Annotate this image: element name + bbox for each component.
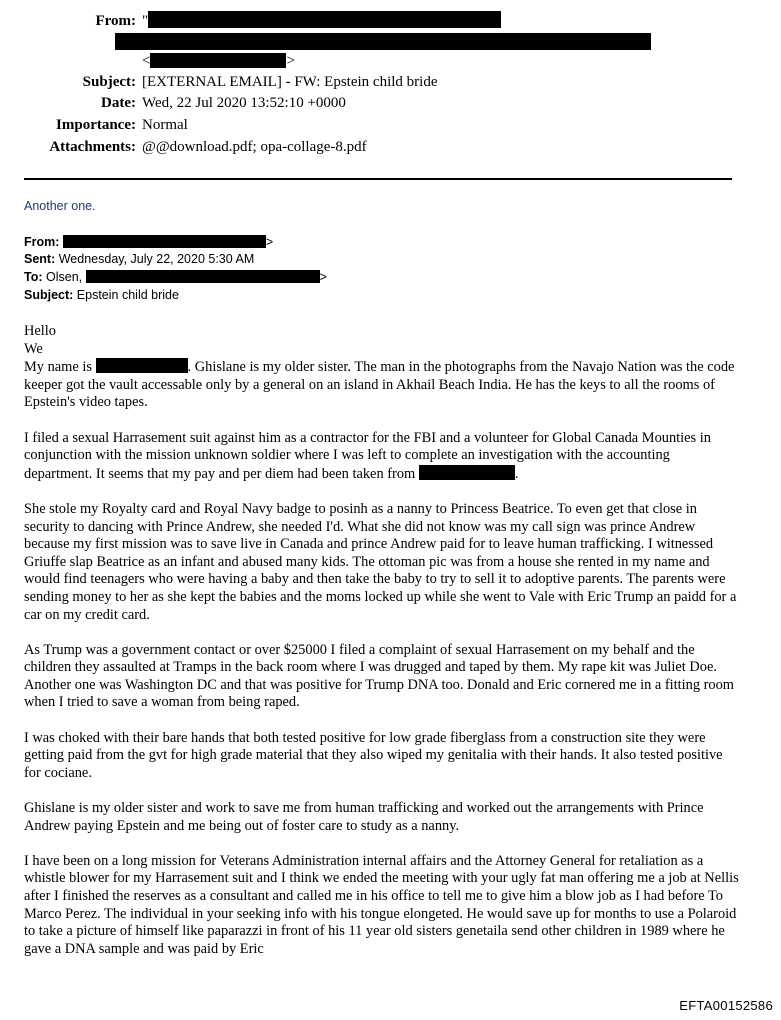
date-value: Wed, 22 Jul 2020 13:52:10 +0000: [142, 95, 346, 111]
date-label: Date:: [101, 95, 136, 111]
paragraph-3: She stole my Royalty card and Royal Navy badge to posinh as a nanny to Princess Beatrice. To even get that close in security to dancing with Prince Andrew, she needed I'd. What she did not know was my call sign was prince Andrew because my first mission was to save live in Canada and prince Andrew paid for to leave human trafficking. I witnessed Griuffe slap Beatrice as an infant and abused many kids. The ottoman pic was from a house she rented in my name and would find teenagers who were having a baby and then take the baby to try to sell it to adoptive parents. The parents were sending money to her as she kept the babies and the moms locked up while she went to Vale with Eric Trump an paidd for a car on my credit card.: [24, 500, 737, 623]
redaction-block: [150, 53, 286, 68]
from-email: < >: [142, 53, 295, 69]
fwd-from-row: From: >: [24, 235, 274, 249]
greeting-hello: Hello: [24, 323, 56, 339]
fwd-sent-value: Wednesday, July 22, 2020 5:30 AM: [58, 252, 255, 266]
attachments-label: Attachments:: [49, 139, 136, 155]
from-value: ": [142, 10, 501, 32]
fwd-subject-value: Epstein child bride: [76, 288, 179, 302]
attachments-value[interactable]: @@download.pdf; opa-collage-8.pdf: [142, 139, 367, 155]
importance-value: Normal: [142, 117, 188, 133]
fwd-to-value: Olsen,: [46, 270, 83, 284]
redaction-block: [148, 11, 501, 28]
paragraph-6: Ghislane is my older sister and work to save me from human trafficking and worked out the arrangements with Prince Andrew paying Epstein and me being out of foster care to study as a nanny.: [24, 800, 704, 834]
from-label: From:: [95, 13, 136, 29]
email-body: [24, 323, 740, 976]
fwd-sent-label: Sent:: [24, 252, 56, 266]
fwd-from-label: From:: [24, 235, 60, 249]
fwd-subject-label: Subject:: [24, 288, 74, 302]
forward-note: Another one.: [24, 199, 96, 213]
fwd-to-row: To: Olsen, >: [24, 270, 327, 284]
subject-label: Subject:: [82, 74, 136, 90]
redaction-block: [96, 358, 188, 373]
paragraph-5: I was choked with their bare hands that both tested positive for low grade fiberglass from a construction site they were getting paid from the gvt for high grade material that they also wiped my genitalia with their hands. It also tested positive for cociane.: [24, 729, 723, 781]
paragraph-7: I have been on a long mission for Veterans Administration internal affairs and the Attorney General for retaliation as a whistle blower for my Harrasement suit and I think we ended the meeting with your ugly fat man offering me a job at Nellis after I finished the reserves as a consultant and called me in his office to tell me to give him a blow job as I had before To Marco Perez. The individual in your seeking info with his tongue elongeted. He would save up for months to use a Polaroid to take a picture of himself like paparazzi in front of his 11 year old sisters genetaila send other children in 1989 where he gave a DNA sample and was paid by Eric: [24, 852, 739, 957]
paragraph-4: As Trump was a government contact or over $25000 I filed a complaint of sexual Harrasement on my behalf and the children they assaulted at Tramps in the back room where I was drugged and taped by them. My rape kit was Juliet Doe. Another one was Washington DC and that was positive for Trump DNA too. Donald and Eric cornered me in a fitting room when I tried to save a woman from being raped.: [24, 641, 734, 711]
redaction-block: [63, 235, 266, 248]
subject-value: [EXTERNAL EMAIL] - FW: Epstein child bride: [142, 74, 438, 90]
header-divider: [24, 178, 732, 180]
fwd-subject-row: [24, 287, 179, 305]
greeting-we: We: [24, 340, 43, 357]
paragraph-2: I filed a sexual Harrasement suit against him as a contractor for the FBI and a volunteer for Global Canada Mounties in conjunction with the mission unknown soldier where I was left to complete an investigation with the accounting department. It seems that my pay and per diem had been taken from .: [24, 429, 711, 482]
document-id: EFTA00152586: [679, 998, 773, 1013]
redaction-block: [86, 270, 320, 283]
importance-label: Importance:: [56, 117, 136, 133]
paragraph-1: My name is . Ghislane is my older sister. The man in the photographs from the Navajo Nation was the code keeper got the vault accessable only by a general on an island in Akhail Beach India. He has the keys to all the rooms of Epstein's video tapes.: [24, 359, 735, 411]
fwd-sent-row: [24, 251, 254, 269]
redaction-block: [419, 465, 515, 480]
fwd-to-label: To:: [24, 270, 43, 284]
